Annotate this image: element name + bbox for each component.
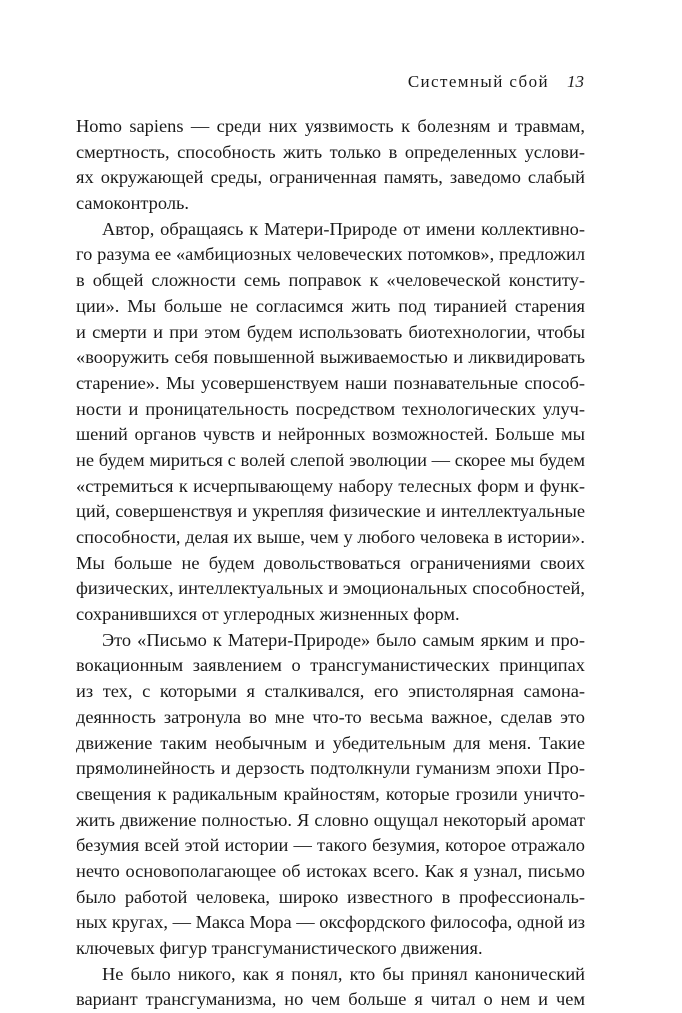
text-line: в общей сложности семь поправок к «человеческой конститу- — [76, 270, 585, 291]
text-line: ях окружающей среды, ограниченная память, заведомо слабый — [76, 167, 585, 188]
text-line: из тех, с которыми я сталкивался, его эпистолярная самона- — [76, 681, 585, 702]
text-line: «вооружить себя повышенной выживаемостью и ликвидировать — [76, 347, 585, 368]
paragraph — [76, 114, 585, 217]
text-line: вокационным заявлением о трансгуманистических принципах — [76, 655, 585, 676]
paragraph — [76, 217, 585, 628]
text-line: и смерти и при этом будем использовать биотехнологии, чтобы — [76, 321, 585, 342]
text-line: старение». Мы усовершенствуем наши познавательные способ- — [76, 372, 585, 393]
page-number: 13 — [567, 72, 584, 91]
text-line: «стремиться к исчерпывающему набору телесных форм и функ- — [76, 475, 585, 496]
body-text — [76, 114, 585, 1013]
text-line: деянность затронула во мне что-то весьма важное, сделав это — [76, 706, 585, 727]
text-line: ключевых фигур трансгуманистического движения. — [76, 938, 483, 958]
text-line: ности и проницательность посредством технологических улуч- — [76, 398, 585, 419]
running-head — [408, 72, 584, 92]
text-line: Это «Письмо к Матери-Природе» было самым ярким и про- — [102, 629, 585, 650]
paragraph — [76, 962, 585, 1013]
text-line: Мы больше не будем довольствоваться ограничениями своих — [76, 552, 585, 573]
paragraph — [76, 628, 585, 962]
text-line: го разума ее «амбициозных человеческих потомков», предложил — [76, 244, 585, 265]
text-line: вариант трансгуманизма, но чем больше я читал о нем и чем — [76, 989, 585, 1010]
text-line: физических, интеллектуальных и эмоциональных способностей, — [76, 578, 585, 599]
text-line: не будем мириться с волей слепой эволюции — скорее мы будем — [76, 449, 585, 470]
text-line: смертность, способность жить только в определенных услови- — [76, 141, 585, 162]
running-title: Системный сбой — [407, 72, 549, 91]
text-line: Автор, обращаясь к Матери-Природе от имени коллективно- — [102, 218, 585, 239]
text-line: Не было никого, как я понял, кто бы принял канонический — [102, 963, 585, 984]
text-line: самоконтроль. — [76, 193, 189, 214]
text-line: нечто основополагающее об истоках всего. Как я узнал, письмо — [76, 860, 585, 881]
text-line: было работой человека, широко известного в профессиональ- — [76, 886, 585, 907]
text-line: прямолинейность и дерзость подтолкнули гуманизм эпохи Про- — [76, 758, 585, 779]
text-line: Homo sapiens — среди них уязвимость к болезням и травмам, — [76, 116, 585, 136]
text-line: движение таким необычным и убедительным для меня. Такие — [76, 732, 585, 753]
text-line: безумия всей этой истории — такого безумия, которое отражало — [76, 835, 585, 856]
text-line: шений органов чувств и нейронных возможностей. Больше мы — [76, 424, 585, 445]
text-line: способности, делая их выше, чем у любого человека в истории». — [76, 527, 585, 547]
text-line: ций, совершенствуя и укрепляя физические и интеллектуальные — [76, 501, 585, 522]
text-line: ных кругах, — Макса Мора — оксфордского философа, одной из — [76, 912, 585, 933]
text-line: свещения к радикальным крайностям, которые грозили уничто- — [76, 783, 585, 804]
text-line: ции». Мы больше не согласимся жить под тиранией старения — [76, 295, 585, 316]
text-line: сохранившихся от углеродных жизненных форм. — [76, 604, 460, 625]
text-line: жить движение полностью. Я словно ощущал некоторый аромат — [76, 809, 585, 830]
